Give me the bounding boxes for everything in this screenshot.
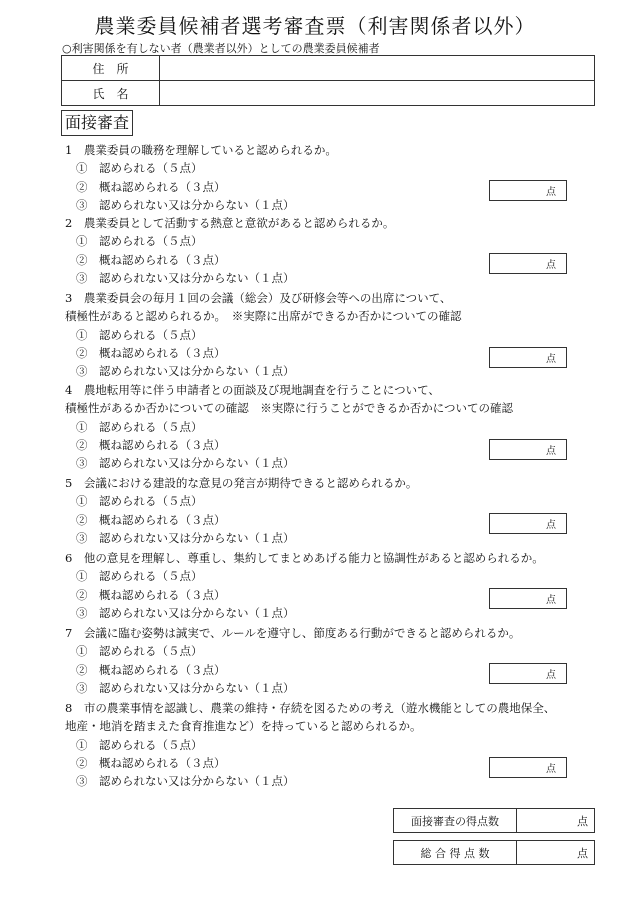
question-7-text: 7 会議に臨む姿勢は誠実で、ルールを遵守し、節度ある行動ができると認められるか。 xyxy=(65,626,521,640)
total-score-field[interactable]: 点 xyxy=(517,809,595,833)
question-2-text: 2 農業委員として活動する熱意と意欲があると認められるか。 xyxy=(65,216,395,230)
name-field[interactable] xyxy=(160,81,595,106)
question-3-option-1: ① 認められる（５点） xyxy=(76,327,203,342)
candidate-type-note: ○利害関係を有しない者（農業者以外）としての農業委員候補者 xyxy=(62,42,380,55)
section-heading: 面接審査 xyxy=(61,110,133,136)
question-5-option-3: ③ 認められない又は分からない（１点） xyxy=(76,530,295,545)
point-unit: 点 xyxy=(546,445,556,457)
question-8-option-2: ② 概ね認められる（３点） xyxy=(76,755,226,770)
address-label: 住所 xyxy=(62,56,160,81)
question-4-score-box[interactable] xyxy=(489,439,567,460)
question-3-option-2: ② 概ね認められる（３点） xyxy=(76,345,226,360)
question-3-text: 3 農業委員会の毎月１回の会議（総会）及び研修会等への出席について、 xyxy=(65,291,452,305)
question-1-score-box[interactable] xyxy=(489,180,567,201)
question-6-text: 6 他の意見を理解し、尊重し、集約してまとめあげる能力と協調性があると認められるか。 xyxy=(65,551,544,565)
total-score-field[interactable]: 点 xyxy=(517,841,595,865)
point-unit: 点 xyxy=(546,520,556,532)
question-8-score-box[interactable] xyxy=(489,757,567,778)
question-1-option-1: ① 認められる（５点） xyxy=(76,161,203,176)
name-label: 氏名 xyxy=(62,81,160,106)
question-5-text: 5 会議における建設的な意見の発言が期待できると認められるか。 xyxy=(65,476,418,490)
question-6-score-box[interactable] xyxy=(489,588,567,609)
candidate-info-table xyxy=(61,55,595,106)
point-unit: 点 xyxy=(546,763,556,775)
total-row-2 xyxy=(393,840,595,865)
question-8-option-1: ① 認められる（５点） xyxy=(76,737,203,752)
address-field[interactable] xyxy=(160,56,595,81)
question-3-score-box[interactable] xyxy=(489,347,567,368)
question-2-option-2: ② 概ね認められる（３点） xyxy=(76,252,226,267)
question-2-option-1: ① 認められる（５点） xyxy=(76,234,203,249)
question-4-option-2: ② 概ね認められる（３点） xyxy=(76,437,226,452)
question-4-text: 4 農地転用等に伴う申請者との面談及び現地調査を行うことについて、 xyxy=(65,383,440,397)
question-4-text: 積極性があるか否かについての確認 ※実際に行うことができるか否かについての確認 xyxy=(65,401,514,416)
question-4-option-1: ① 認められる（５点） xyxy=(76,419,203,434)
total-label: 面接審査の得点数 xyxy=(394,809,517,833)
question-8-option-3: ③ 認められない又は分からない（１点） xyxy=(76,774,295,789)
question-5-score-box[interactable] xyxy=(489,513,567,534)
question-3-option-3: ③ 認められない又は分からない（１点） xyxy=(76,364,295,379)
question-1-option-3: ③ 認められない又は分からない（１点） xyxy=(76,197,295,212)
question-6-option-2: ② 概ね認められる（３点） xyxy=(76,587,226,602)
question-3-text: 積極性があると認められるか。 ※実際に出席ができるか否かについての確認 xyxy=(65,309,462,324)
question-5-option-2: ② 概ね認められる（３点） xyxy=(76,512,226,527)
question-7-option-2: ② 概ね認められる（３点） xyxy=(76,662,226,677)
question-5-option-1: ① 認められる（５点） xyxy=(76,494,203,509)
total-label: 総 合 得 点 数 xyxy=(394,841,517,865)
question-1-option-2: ② 概ね認められる（３点） xyxy=(76,179,226,194)
page-title: 農業委員候補者選考審査票（利害関係者以外） xyxy=(94,14,536,38)
question-1-text: 1 農業委員の職務を理解していると認められるか。 xyxy=(65,143,337,157)
question-2-option-3: ③ 認められない又は分からない（１点） xyxy=(76,270,295,285)
point-unit: 点 xyxy=(546,260,556,272)
question-7-score-box[interactable] xyxy=(489,663,567,684)
point-unit: 点 xyxy=(546,187,556,199)
question-7-option-3: ③ 認められない又は分からない（１点） xyxy=(76,680,295,695)
question-7-option-1: ① 認められる（５点） xyxy=(76,644,203,659)
point-unit: 点 xyxy=(546,595,556,607)
question-2-score-box[interactable] xyxy=(489,253,567,274)
point-unit: 点 xyxy=(546,353,556,365)
question-8-text: 8 市の農業事情を認識し、農業の維持・存続を図るための考え（遊水機能としての農地保全、 xyxy=(65,701,556,715)
question-4-option-3: ③ 認められない又は分からない（１点） xyxy=(76,456,295,471)
question-6-option-3: ③ 認められない又は分からない（１点） xyxy=(76,605,295,620)
question-8-text: 地産・地消を踏まえた食育推進など）を持っていると認められるか。 xyxy=(65,719,422,734)
question-6-option-1: ① 認められる（５点） xyxy=(76,569,203,584)
point-unit: 点 xyxy=(546,670,556,682)
total-row-1 xyxy=(393,808,595,833)
